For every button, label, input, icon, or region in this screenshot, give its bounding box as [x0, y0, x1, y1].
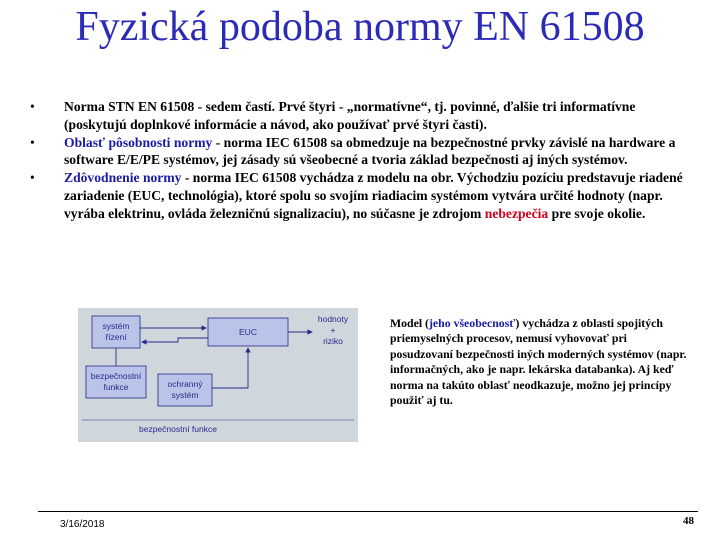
bullet-text: pre svoje okolie.	[548, 205, 646, 221]
control-system-label: řízení	[105, 332, 127, 342]
safety-functions-label: funkce	[103, 382, 129, 392]
model-diagram-svg	[78, 308, 358, 442]
protective-system-label: systém	[171, 390, 199, 400]
protective-system-label: ochranný	[167, 379, 203, 389]
euc-feedback-arrow	[142, 338, 208, 342]
bullet-marker: •	[30, 134, 35, 150]
bullet-text: - norma IEC 61508 vychádza z modelu na obr. Východziu pozíciu predstavuje riadené zariadenie (EUC, technológia), ktoré spolu so svojím riadiacim systémom vytvára určité hodnoty (napr. vyrába elektrinu, ovláda železničnú signalizaciu), no súčasne je zdrojom	[64, 170, 683, 221]
footer-divider	[38, 511, 698, 512]
slide-title: Fyzická podoba normy EN 61508	[75, 4, 645, 50]
danger-word: nebezpečia	[484, 205, 549, 221]
model-diagram	[78, 308, 358, 442]
bullet-marker: •	[30, 170, 35, 186]
footer-date: 3/16/2018	[60, 519, 105, 530]
bullet-item	[28, 169, 696, 222]
model-caption	[390, 316, 690, 408]
caption-text: Model (	[390, 316, 429, 330]
bullet-text: - norma IEC 61508 sa obmedzuje na bezpečnostné prvky závislé na hardware a software E/E/PE systémov, jej zásady sú všeobecné a tvoria základ bezpečnosti aj iných systémov.	[64, 134, 676, 168]
protective-to-euc-arrow	[212, 348, 248, 388]
bullet-marker: •	[30, 99, 35, 114]
safety-functions-label: bezpečnostní	[90, 371, 142, 381]
control-system-label: systém	[102, 321, 130, 331]
bottom-safety-label: bezpečnostní funkce	[139, 424, 217, 434]
bullet-text: Norma STN EN 61508 - sedem častí. Prvé štyri - „normatívne“, tj. povinné, ďalšie tri informatívne (poskytujú doplnkové informácie a návod, ako používať prvé štyri časti).	[64, 99, 636, 132]
euc-label: EUC	[239, 327, 257, 337]
caption-text: ) vychádza z oblasti spojitých priemyselných procesov, nemusí vyhovovať pri posudzovaní bezpečnosti iných moderných systémov (napr. informačných, ako je napr. lekárska databanka). Aj keď norma na takúto oblasť neodkazuje, možno jej princípy použiť aj tu.	[390, 316, 687, 408]
page-number: 48	[683, 515, 694, 527]
bullet-item	[28, 98, 696, 134]
caption-highlight: jeho všeobecnosť	[429, 316, 516, 330]
bullet-highlight: Zdôvodnenie normy	[64, 170, 182, 186]
values-plus: +	[330, 325, 336, 335]
values-label: hodnoty	[317, 314, 349, 324]
bullet-highlight: Oblasť pôsobnosti normy	[64, 134, 213, 150]
bullet-item	[28, 134, 696, 170]
risk-label: riziko	[323, 336, 343, 346]
bullet-list	[28, 98, 696, 223]
